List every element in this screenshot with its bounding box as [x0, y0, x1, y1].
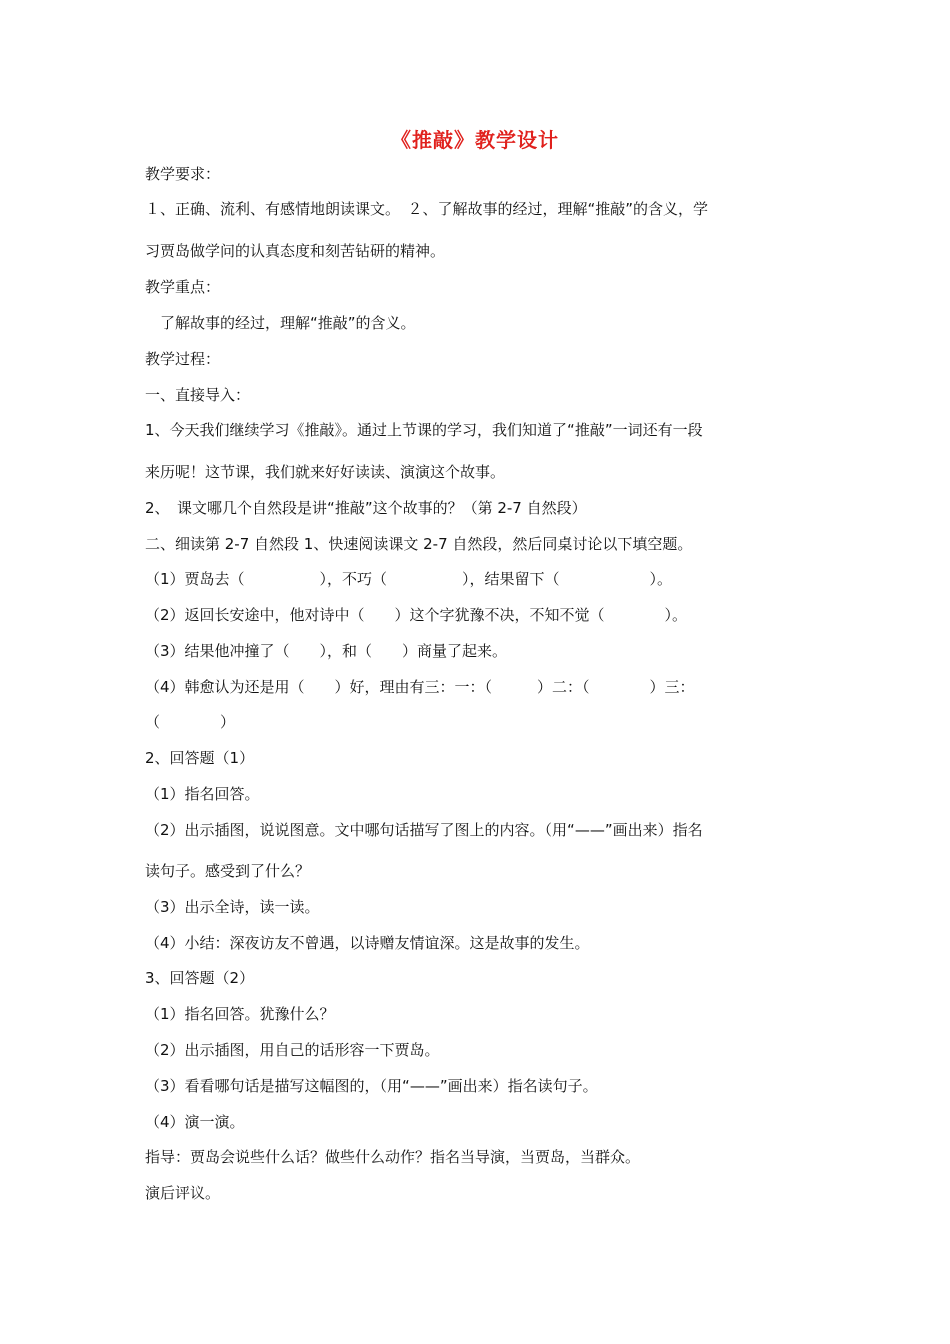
- document-title: 《推敲》教学设计: [391, 128, 559, 152]
- text-line: 演后评议。: [145, 1184, 221, 1202]
- text-line: 习贾岛做学问的认真态度和刻苦钻研的精神。: [145, 242, 446, 260]
- text-line: （2）返回长安途中，他对诗中（ ）这个字犹豫不决，不知不觉（ ）。: [145, 606, 688, 624]
- text-line: 1、今天我们继续学习《推敲》。通过上节课的学习，我们知道了“推敲”一词还有一段: [145, 421, 703, 439]
- text-line: （3）结果他冲撞了（ ），和（ ）商量了起来。: [145, 642, 508, 660]
- text-line: （1）指名回答。犹豫什么？: [145, 1005, 335, 1023]
- text-line: 教学要求：: [145, 165, 221, 183]
- text-line: （4）演一演。: [145, 1113, 245, 1131]
- text-line: 一、直接导入：: [145, 386, 251, 404]
- text-line: （4）小结：深夜访友不曾遇，以诗赠友情谊深。这是故事的发生。: [145, 934, 590, 952]
- text-line: （ ）: [145, 713, 236, 731]
- text-line: （4）韩愈认为还是用（ ）好，理由有三：一：（ ）二：（ ）三：: [145, 678, 695, 696]
- text-line: （3）看看哪句话是描写这幅图的，（用“——”画出来）指名读句子。: [145, 1077, 598, 1095]
- text-line: 指导：贾岛会说些什么话？做些什么动作？指名当导演，当贾岛，当群众。: [145, 1148, 641, 1166]
- text-line: 3、回答题（2）: [145, 969, 255, 987]
- text-line: 2、 课文哪几个自然段是讲“推敲”这个故事的？（第 2-7 自然段）: [145, 499, 587, 517]
- text-line: １、正确、流利、有感情地朗读课文。 ２、了解故事的经过，理解“推敲”的含义，学: [145, 200, 709, 218]
- text-line: 教学重点：: [145, 278, 221, 296]
- text-line: 读句子。感受到了什么？: [145, 862, 311, 880]
- text-line: 了解故事的经过，理解“推敲”的含义。: [145, 314, 416, 332]
- text-line: 二、细读第 2-7 自然段 1、快速阅读课文 2-7 自然段，然后同桌讨论以下填空题。: [145, 535, 693, 553]
- text-line: 来历呢！这节课，我们就来好好读读、演演这个故事。: [145, 463, 506, 481]
- text-line: （3）出示全诗，读一读。: [145, 898, 320, 916]
- text-line: 2、回答题（1）: [145, 749, 255, 767]
- text-line: （2）出示插图，说说图意。文中哪句话描写了图上的内容。（用“——”画出来）指名: [145, 821, 703, 839]
- text-line: （1）贾岛去（ ），不巧（ ），结果留下（ ）。: [145, 570, 673, 588]
- text-line: （2）出示插图，用自己的话形容一下贾岛。: [145, 1041, 440, 1059]
- text-line: （1）指名回答。: [145, 785, 260, 803]
- text-line: 教学过程：: [145, 350, 221, 368]
